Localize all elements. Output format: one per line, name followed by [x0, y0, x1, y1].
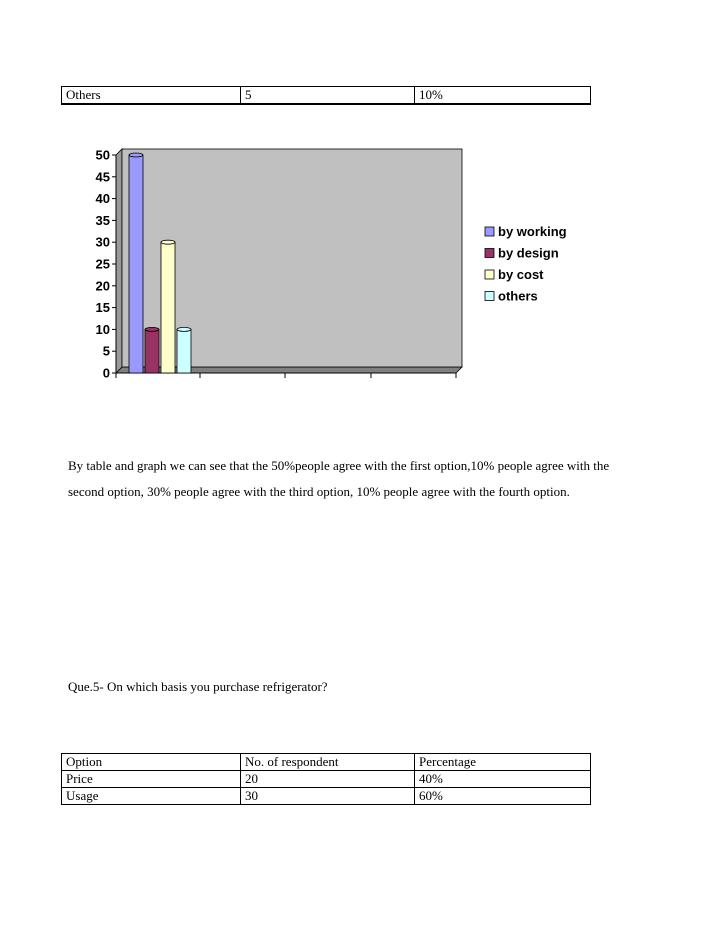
y-tick-label: 0	[102, 365, 110, 381]
table-cell: 40%	[415, 771, 591, 788]
bar	[145, 329, 159, 373]
legend-swatch	[485, 249, 494, 258]
y-tick-label: 30	[95, 234, 110, 250]
y-tick-label: 45	[95, 169, 110, 185]
chart-side-wall	[116, 149, 122, 373]
legend-label: by cost	[498, 267, 544, 282]
bar	[161, 242, 175, 373]
y-tick-label: 5	[102, 343, 110, 359]
y-tick-label: 10	[95, 321, 110, 337]
legend-label: by design	[498, 245, 559, 261]
chart-svg	[0, 0, 728, 420]
table-row	[62, 771, 591, 788]
table-header-cell: Option	[62, 754, 241, 771]
y-tick-label: 40	[95, 191, 110, 207]
table-cell: 60%	[415, 788, 591, 805]
bar-top	[145, 327, 159, 331]
table-header-cell: Percentage	[415, 754, 591, 771]
bar-chart	[0, 0, 728, 425]
bar	[129, 155, 143, 373]
y-tick-label: 50	[95, 147, 110, 163]
bar-top	[177, 327, 191, 331]
legend-label: others	[498, 288, 538, 304]
y-tick-label: 35	[95, 212, 110, 228]
table-cell: Usage	[62, 788, 241, 805]
table-header-cell: No. of respondent	[241, 754, 415, 771]
table-cell: Others	[62, 87, 241, 105]
table-cell: 10%	[415, 87, 591, 105]
bar	[177, 329, 191, 373]
question-text: Que.5- On which basis you purchase refrigerator?	[68, 679, 328, 694]
y-tick-label: 15	[95, 300, 110, 316]
table-cell: 20	[241, 771, 415, 788]
purchase-basis-table	[61, 753, 591, 805]
table-cell: Price	[62, 771, 241, 788]
legend-label: by working	[498, 224, 567, 239]
legend-swatch	[485, 292, 494, 301]
y-tick-label: 25	[95, 256, 110, 272]
bar-top	[161, 240, 175, 244]
legend-swatch	[485, 270, 494, 279]
table-header-row	[62, 754, 591, 771]
y-tick-label: 20	[95, 278, 110, 294]
table-row	[62, 788, 591, 805]
table-cell: 5	[241, 87, 415, 105]
bar-top	[129, 153, 143, 157]
legend-swatch	[485, 227, 494, 236]
analysis-paragraph: By table and graph we can see that the 50%people agree with the first option,10% people agree with the second option, 30% people agree with the third option, 10% people agree with the fourth option.	[68, 458, 610, 499]
table-cell: 30	[241, 788, 415, 805]
